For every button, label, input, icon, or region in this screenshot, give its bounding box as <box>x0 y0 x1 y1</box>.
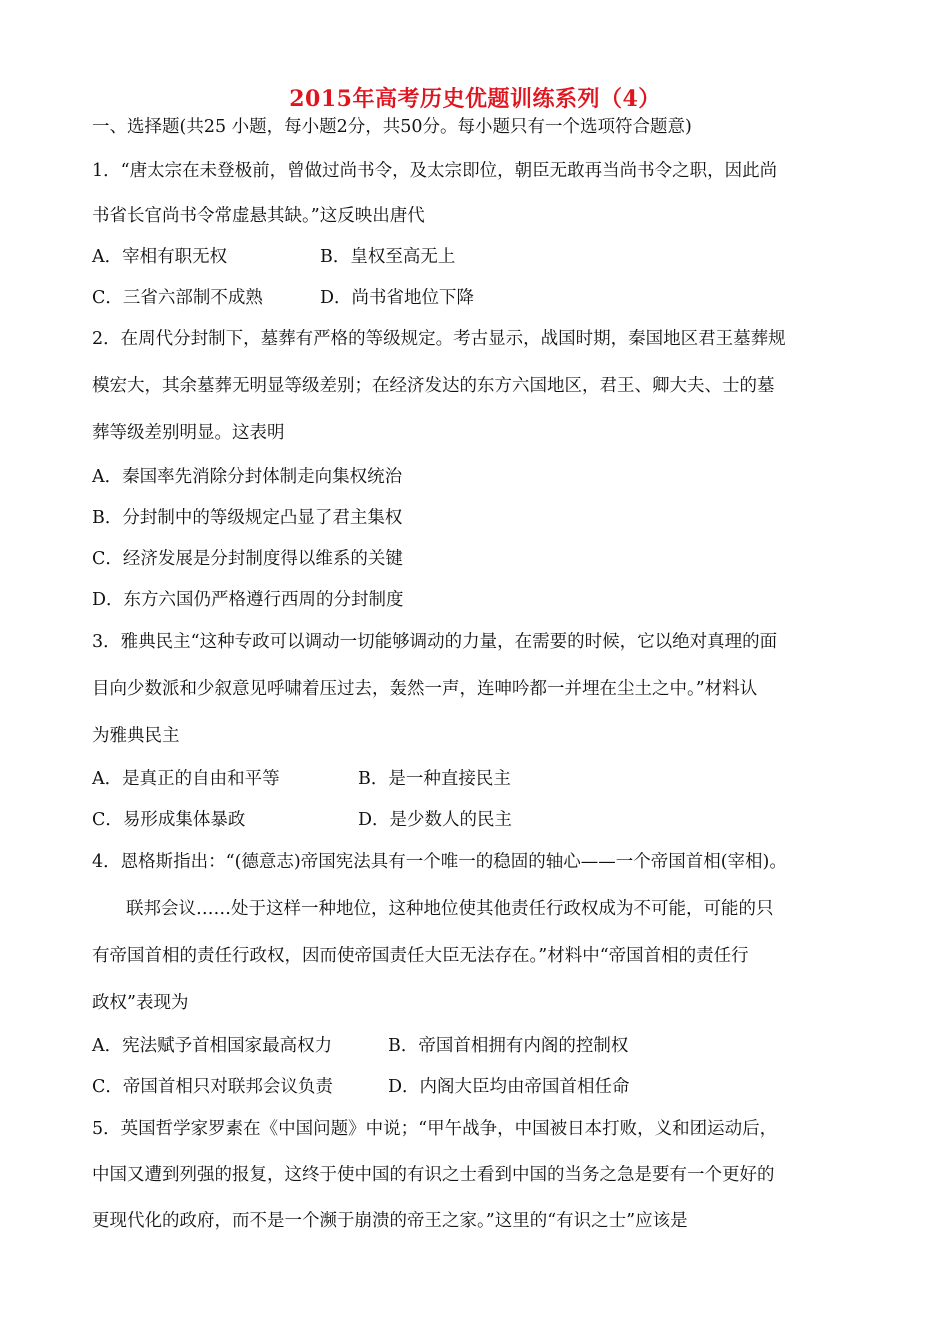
question-1-line-1: 1．“唐太宗在未登极前，曾做过尚书令，及太宗即位，朝臣无敢再当尚书令之职，因此尚 <box>92 161 778 181</box>
question-1-option-c: C．三省六部制不成熟 <box>92 288 263 308</box>
page-title: 2015年高考历史优题训练系列（4） <box>289 86 661 112</box>
question-4-line-2: 联邦会议……处于这样一种地位，这种地位使其他责任行政权成为不可能，可能的只 <box>126 899 774 919</box>
question-3-option-a: A．是真正的自由和平等 <box>92 769 280 789</box>
question-4-line-4: 政权”表现为 <box>92 993 189 1013</box>
question-1-option-b: B．皇权至高无上 <box>320 247 456 267</box>
question-1-option-a: A．宰相有职无权 <box>92 247 228 267</box>
question-3-option-d: D．是少数人的民主 <box>358 810 513 830</box>
question-4-option-c: C．帝国首相只对联邦会议负责 <box>92 1077 333 1097</box>
question-2-option-a: A．秦国率先消除分封体制走向集权统治 <box>92 467 403 487</box>
question-1-line-2: 书省长官尚书令常虚悬其缺。”这反映出唐代 <box>92 206 425 226</box>
question-4-line-3: 有帝国首相的责任行政权，因而使帝国责任大臣无法存在。”材料中“帝国首相的责任行 <box>92 946 749 966</box>
question-3-option-c: C．易形成集体暴政 <box>92 810 246 830</box>
question-3-line-1: 3．雅典民主“这种专政可以调动一切能够调动的力量，在需要的时候，它以绝对真理的面 <box>92 632 778 652</box>
question-3-line-3: 为雅典民主 <box>92 726 180 746</box>
section-header: 一、选择题(共25 小题，每小题2分，共50分。每小题只有一个选项符合题意) <box>92 117 692 137</box>
question-2-line-3: 葬等级差别明显。这表明 <box>92 423 285 443</box>
question-5-line-1: 5．英国哲学家罗素在《中国问题》中说；“甲午战争，中国被日本打败，义和团运动后， <box>92 1119 778 1139</box>
question-2-option-c: C．经济发展是分封制度得以维系的关键 <box>92 549 403 569</box>
question-2-option-b: B．分封制中的等级规定凸显了君主集权 <box>92 508 403 528</box>
question-2-line-2: 模宏大，其余墓葬无明显等级差别；在经济发达的东方六国地区，君王、卿大夫、士的墓 <box>92 376 775 396</box>
question-4-option-b: B．帝国首相拥有内阁的控制权 <box>388 1036 629 1056</box>
question-4-option-a: A．宪法赋予首相国家最高权力 <box>92 1036 333 1056</box>
question-1-option-d: D．尚书省地位下降 <box>320 288 475 308</box>
question-3-option-b: B．是一种直接民主 <box>358 769 511 789</box>
question-5-line-2: 中国又遭到列强的报复，这终于使中国的有识之士看到中国的当务之急是要有一个更好的 <box>92 1165 775 1185</box>
question-3-line-2: 目向少数派和少叙意见呼啸着压过去，轰然一声，连呻吟都一并埋在尘土之中。”材料认 <box>92 679 758 699</box>
question-5-line-3: 更现代化的政府，而不是一个濒于崩溃的帝王之家。”这里的“有识之士”应该是 <box>92 1211 688 1231</box>
question-4-line-1: 4．恩格斯指出：“(德意志)帝国宪法具有一个唯一的稳固的轴心——一个帝国首相(宰相)。 <box>92 852 787 872</box>
question-2-option-d: D．东方六国仍严格遵行西周的分封制度 <box>92 590 404 610</box>
question-2-line-1: 2．在周代分封制下，墓葬有严格的等级规定。考古显示，战国时期，秦国地区君王墓葬规 <box>92 329 786 349</box>
question-4-option-d: D．内阁大臣均由帝国首相任命 <box>388 1077 630 1097</box>
